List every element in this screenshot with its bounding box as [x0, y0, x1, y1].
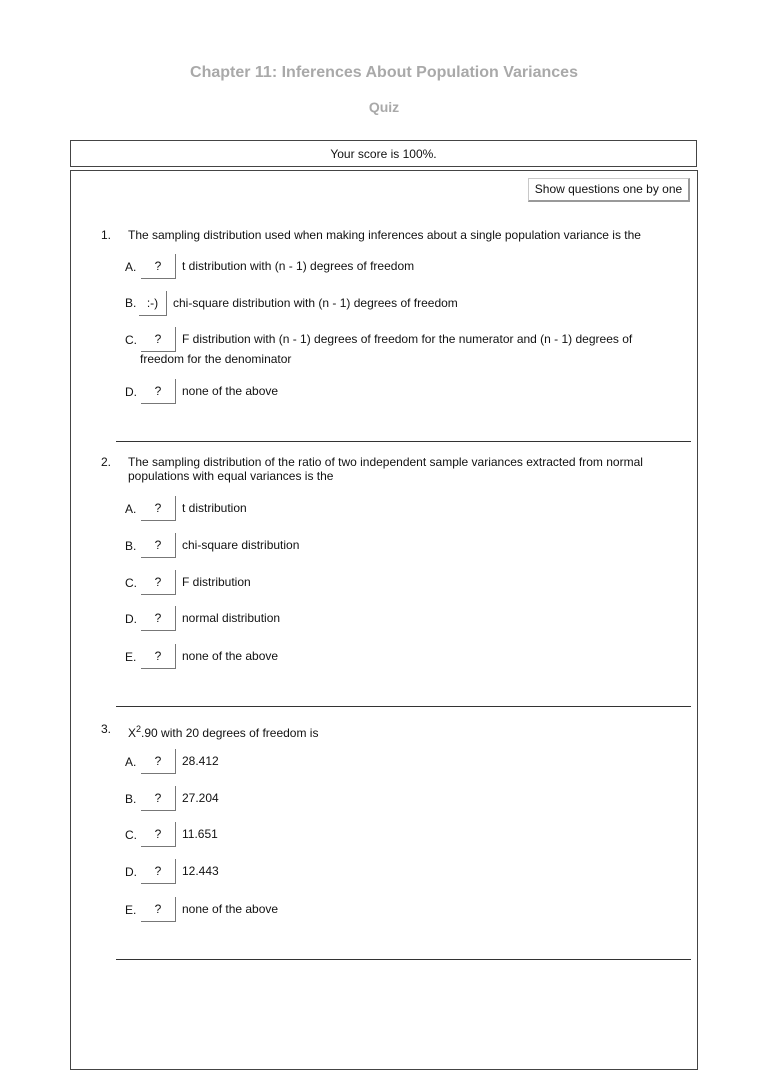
question-superscript: 2: [136, 724, 142, 734]
option-text: none of the above: [182, 649, 279, 663]
option-letter: E.: [125, 650, 137, 664]
option-letter: D.: [125, 865, 137, 879]
option-letter: C.: [125, 576, 137, 590]
page-subtitle: Quiz: [368, 99, 400, 115]
option-text: 12.443: [182, 864, 219, 878]
option-text: 11.651: [182, 827, 218, 841]
question-number: 1.: [101, 228, 112, 242]
answer-button-q1-c[interactable]: ?: [141, 327, 176, 352]
question-divider: [116, 959, 691, 960]
question-divider: [116, 706, 691, 707]
answer-button-q3-a[interactable]: ?: [141, 749, 176, 774]
option-letter: B.: [125, 296, 137, 310]
question-3: [101, 722, 673, 740]
answer-button-q3-e[interactable]: ?: [141, 897, 176, 922]
answer-button-q3-c[interactable]: ?: [141, 822, 176, 847]
option-letter: E.: [125, 903, 137, 917]
answer-button-q3-b[interactable]: ?: [141, 786, 176, 811]
option-text-continued: freedom for the denominator: [140, 352, 292, 366]
option-text: none of the above: [182, 902, 279, 916]
answer-button-q2-c[interactable]: ?: [141, 570, 176, 595]
question-number: 3.: [101, 722, 112, 736]
question-text: The sampling distribution of the ratio of two independent sample variances extracted from normal populations with equal variances is the: [128, 455, 643, 483]
option-text: 28.412: [182, 754, 219, 768]
answer-button-q2-e[interactable]: ?: [141, 644, 176, 669]
question-divider: [116, 441, 691, 442]
question-text-rest: .90 with 20 degrees of freedom is: [141, 726, 319, 740]
option-letter: A.: [125, 502, 137, 516]
option-text: t distribution: [182, 501, 247, 515]
option-text: chi-square distribution with (n - 1) degrees of freedom: [173, 296, 458, 310]
question-2: [101, 455, 673, 483]
option-letter: B.: [125, 539, 137, 553]
show-one-by-one-button[interactable]: Show questions one by one: [528, 178, 690, 202]
option-letter: A.: [125, 755, 137, 769]
option-letter: B.: [125, 792, 137, 806]
question-symbol: X: [128, 726, 137, 740]
question-text: [128, 726, 318, 740]
option-text: F distribution with (n - 1) degrees of freedom for the numerator and (n - 1) degrees of: [182, 332, 633, 346]
answer-button-q1-a[interactable]: ?: [141, 254, 176, 279]
option-letter: C.: [125, 333, 137, 347]
option-letter: A.: [125, 260, 137, 274]
answer-button-q3-d[interactable]: ?: [141, 859, 176, 884]
answer-button-q2-d[interactable]: ?: [141, 606, 176, 631]
answer-button-q1-d[interactable]: ?: [141, 379, 176, 404]
option-letter: C.: [125, 828, 137, 842]
question-text: The sampling distribution used when making inferences about a single population variance is the: [128, 228, 641, 242]
option-letter: D.: [125, 612, 137, 626]
quiz-container: [70, 170, 698, 1070]
option-text: normal distribution: [182, 611, 281, 625]
option-text: none of the above: [182, 384, 279, 398]
score-banner: Your score is 100%.: [70, 140, 697, 167]
option-text: chi-square distribution: [182, 538, 300, 552]
question-1: [101, 228, 673, 242]
answer-button-q2-b[interactable]: ?: [141, 533, 176, 558]
option-letter: D.: [125, 385, 137, 399]
option-text: 27.204: [182, 791, 219, 805]
question-number: 2.: [101, 455, 112, 469]
option-text: F distribution: [182, 575, 251, 589]
answer-button-q2-a[interactable]: ?: [141, 496, 176, 521]
answer-button-q1-b[interactable]: :-): [139, 291, 167, 316]
page-title: Chapter 11: Inferences About Population Variances: [190, 64, 578, 81]
option-text: t distribution with (n - 1) degrees of freedom: [182, 259, 415, 273]
